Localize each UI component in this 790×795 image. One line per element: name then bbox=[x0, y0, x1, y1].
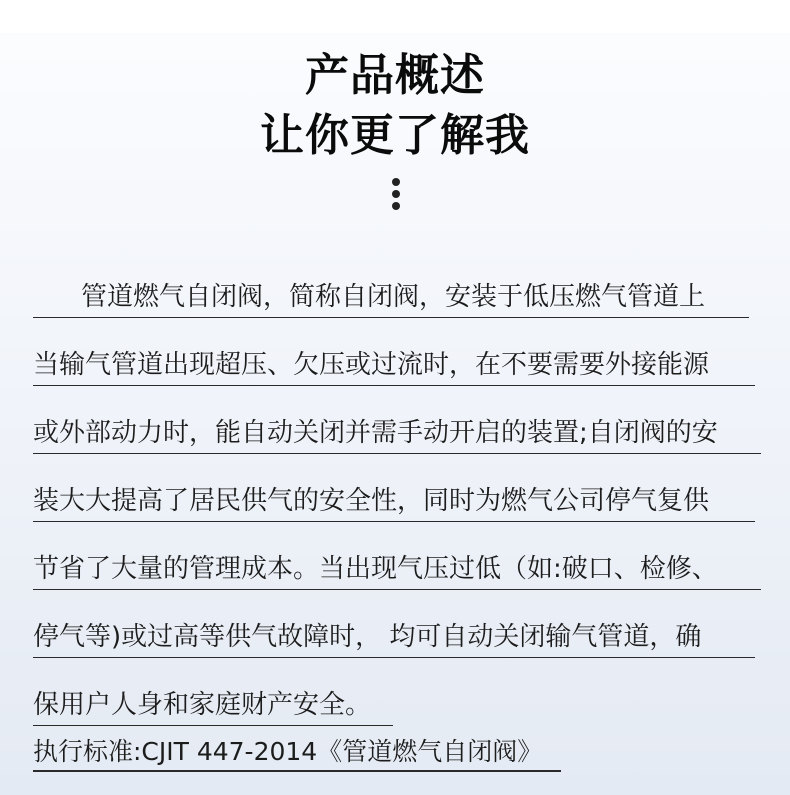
underline bbox=[33, 385, 755, 387]
underline bbox=[33, 725, 393, 727]
description-line bbox=[33, 268, 761, 336]
section-subtitle: 让你更了解我 bbox=[260, 110, 530, 161]
execution-standard-text: 执行标准:CJIT 447-2014《管道燃气自闭阀》 bbox=[33, 737, 543, 766]
dot bbox=[392, 190, 400, 198]
dot bbox=[392, 178, 400, 186]
description-line bbox=[33, 472, 761, 540]
description-line-text: 装大大提高了居民供气的安全性，同时为燃气公司停气复供 bbox=[33, 486, 710, 516]
description-line bbox=[33, 404, 761, 472]
underline bbox=[33, 317, 749, 319]
section-title: 产品概述 bbox=[305, 50, 485, 101]
underline bbox=[33, 770, 561, 772]
description-line bbox=[33, 608, 761, 676]
underline bbox=[33, 589, 761, 591]
description-line-text: 当输气管道出现超压、欠压或过流时，在不要需要外接能源 bbox=[33, 350, 710, 380]
underline bbox=[33, 657, 755, 659]
underline bbox=[33, 453, 761, 455]
description-line-text: 停气等)或过高等供气故障时， 均可自动关闭输气管道，确 bbox=[33, 622, 702, 652]
product-description bbox=[33, 268, 761, 744]
description-line-text: 节省了大量的管理成本。当出现气压过低（如:破口、检修、 bbox=[33, 554, 718, 584]
description-line bbox=[33, 336, 761, 404]
description-line-text: 保用户人身和家庭财产安全。 bbox=[33, 690, 372, 720]
description-line bbox=[33, 676, 761, 744]
description-line-text: 或外部动力时，能自动关闭并需手动开启的装置;自闭阀的安 bbox=[33, 418, 718, 448]
vertical-dots-icon bbox=[391, 178, 401, 212]
description-line bbox=[33, 540, 761, 608]
dot bbox=[392, 202, 400, 210]
description-line-text: 管道燃气自闭阀，简称自闭阀，安装于低压燃气管道上 bbox=[81, 282, 706, 312]
underline bbox=[33, 521, 755, 523]
